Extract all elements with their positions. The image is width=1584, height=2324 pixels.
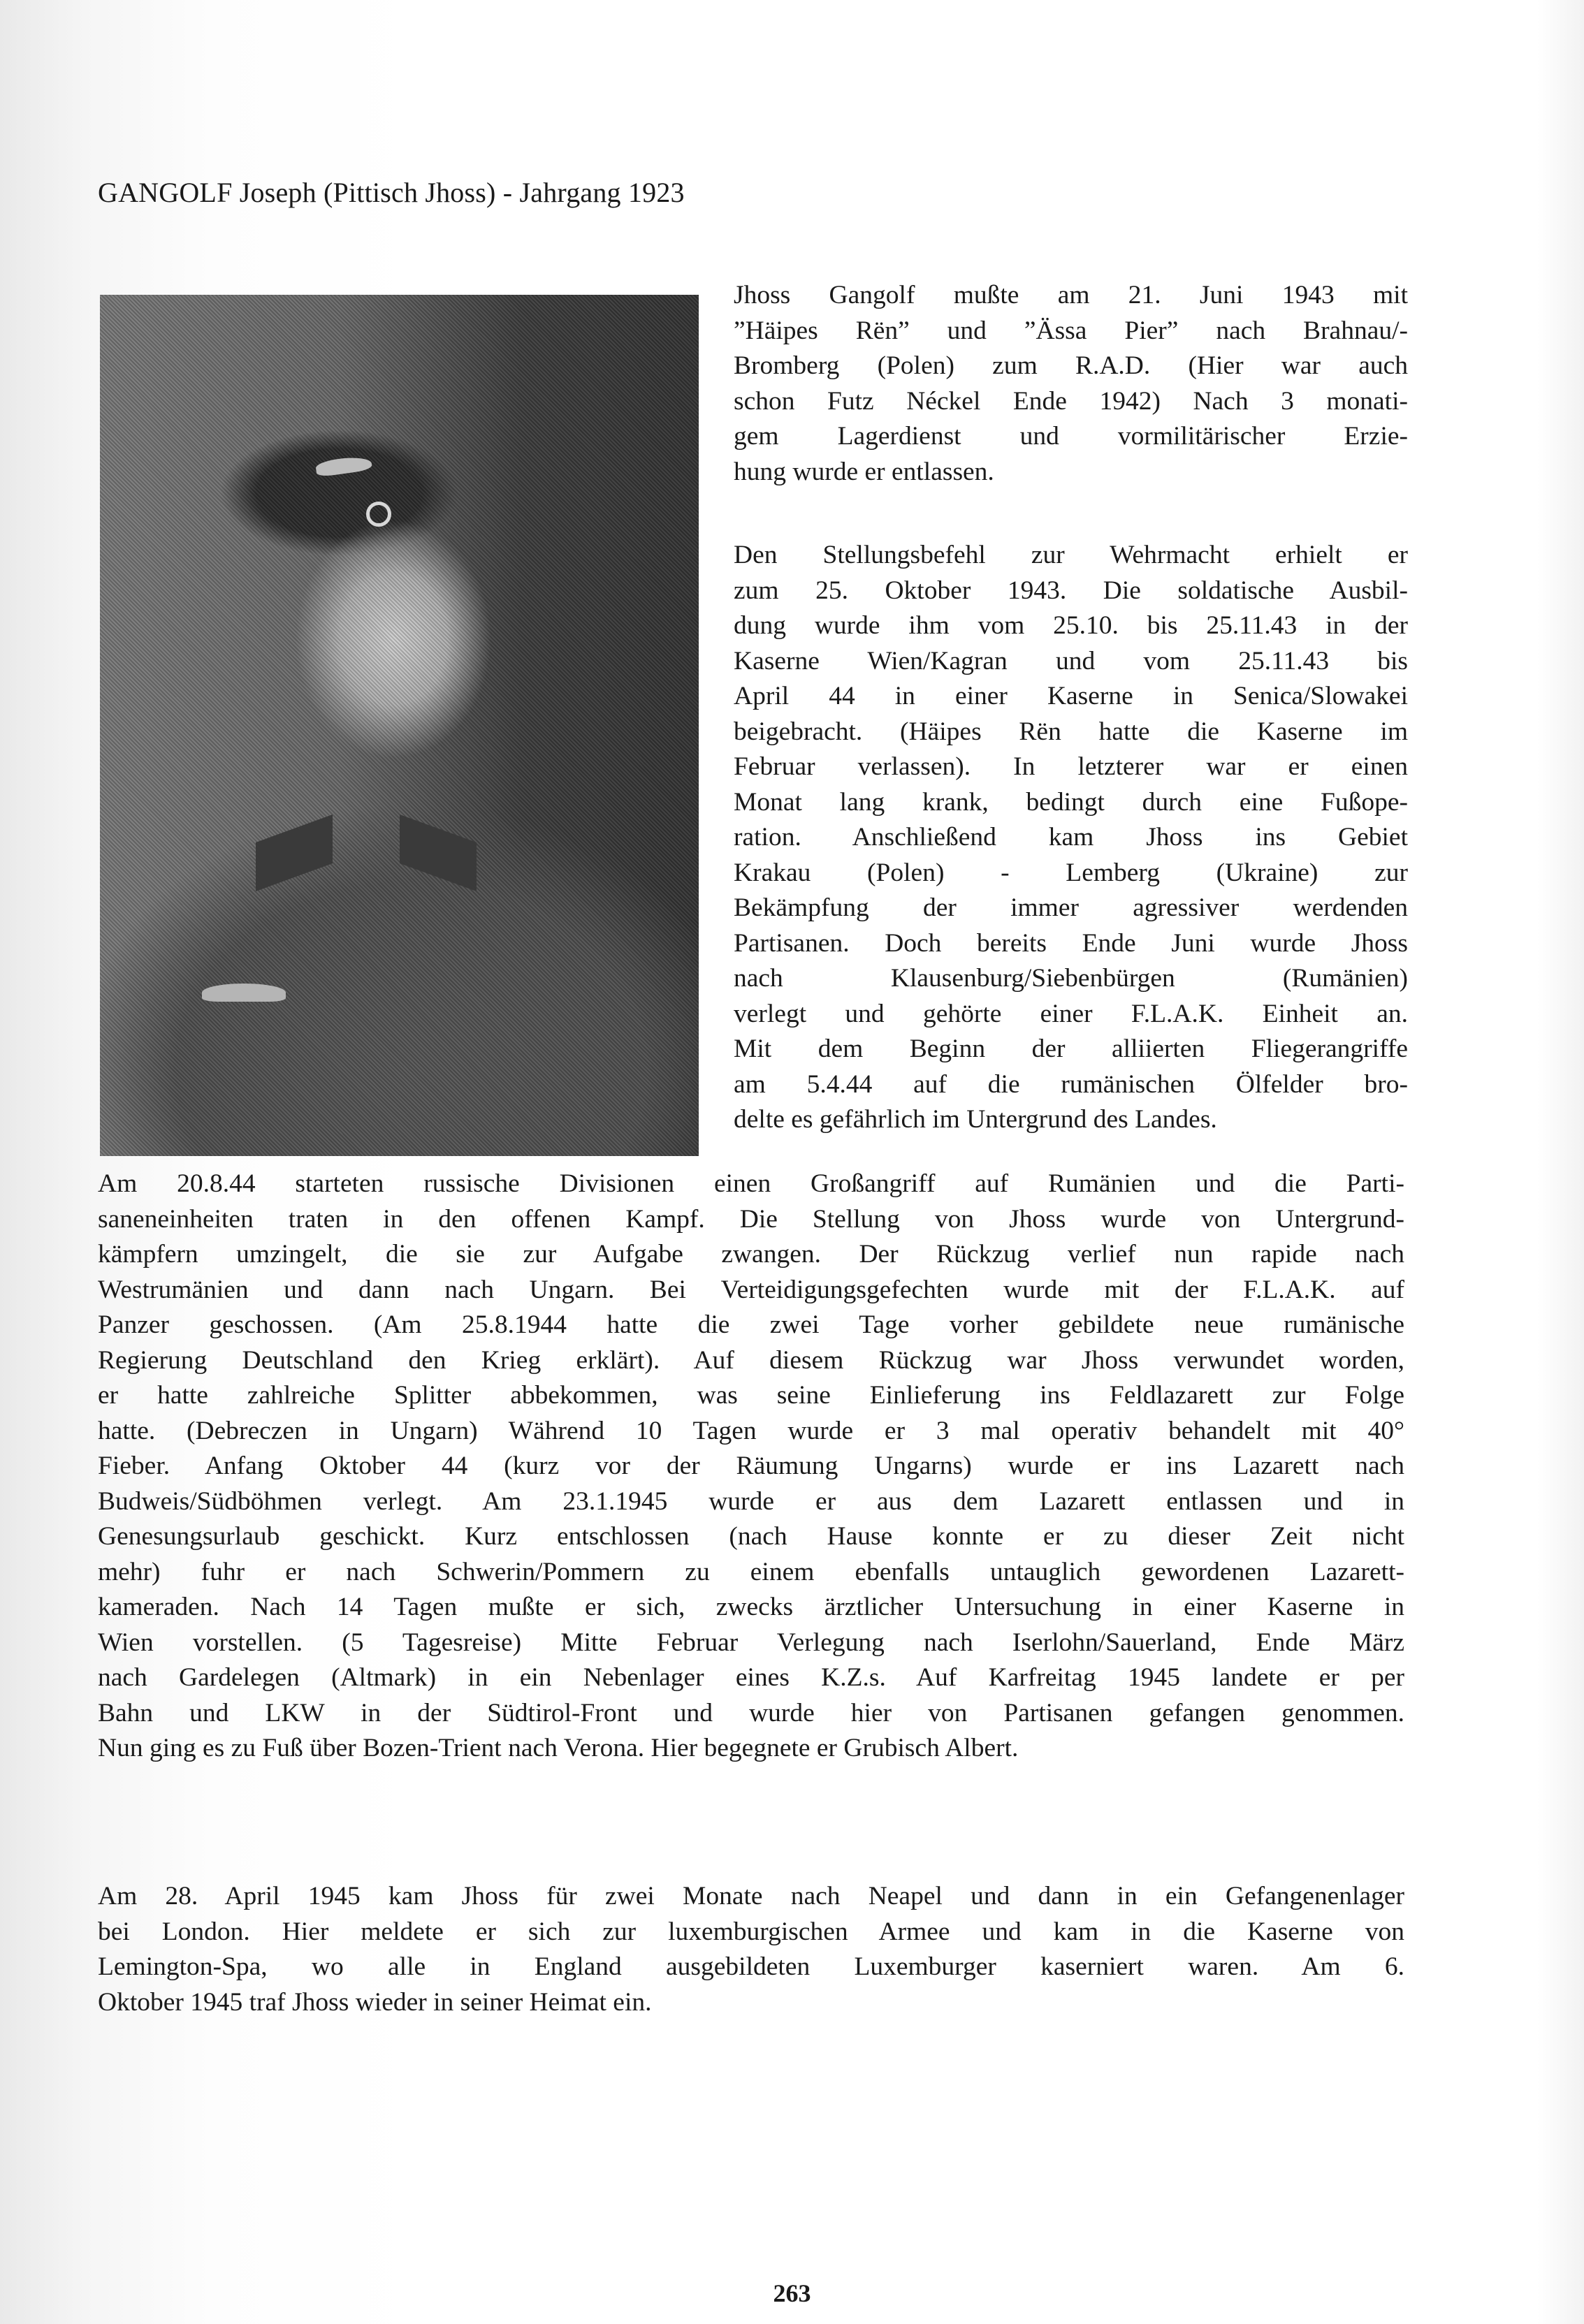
text-line: Wien vorstellen. (5 Tagesreise) Mitte Februar Verlegung nach Iserlohn/Sauerland, Ende März (98, 1628, 1404, 1657)
text-line: gem Lagerdienst und vormilitärischer Erzie- (734, 422, 1408, 451)
text-line: kämpfern umzingelt, die sie zur Aufgabe zwangen. Der Rückzug verlief nun rapide nach (98, 1240, 1404, 1269)
text-line: Am 20.8.44 starteten russische Divisionen einen Großangriff auf Rumänien und die Parti- (98, 1169, 1404, 1198)
text-line: beigebracht. (Häipes Rën hatte die Kaserne im (734, 717, 1408, 746)
collar-right (400, 814, 477, 891)
text-line: Oktober 1945 traf Jhoss wieder in seiner Heimat ein. (98, 1987, 652, 2017)
text-line: Partisanen. Doch bereits Ende Juni wurde Jhoss (734, 928, 1408, 958)
paragraph-wehrmacht (734, 538, 1408, 1138)
text-line: Den Stellungsbefehl zur Wehrmacht erhielt er (734, 541, 1408, 569)
text-line: hatte. (Debreczen in Ungarn) Während 10 Tagen wurde er 3 mal operativ behandelt mit 40° (98, 1416, 1404, 1445)
text-line: delte es gefährlich im Untergrund des Landes. (734, 1105, 1217, 1134)
text-line: Budweis/Südböhmen verlegt. Am 23.1.1945 wurde er aus dem Lazarett entlassen und in (98, 1486, 1404, 1516)
text-line: Bahn und LKW in der Südtirol-Front und wurde hier von Partisanen gefangen genommen. (98, 1698, 1404, 1727)
text-line: Am 28. April 1945 kam Jhoss für zwei Monate nach Neapel und dann in ein Gefangenenlager (98, 1882, 1404, 1910)
text-line: April 44 in einer Kaserne in Senica/Slowakei (734, 682, 1408, 710)
text-line: Genesungsurlaub geschickt. Kurz entschlossen (nach Hause konnte er zu dieser Zeit nicht (98, 1522, 1404, 1551)
soldier-portrait-photo (100, 295, 699, 1156)
text-line: Mit dem Beginn der alliierten Fliegerangriffe (734, 1035, 1408, 1063)
text-line: am 5.4.44 auf die rumänischen Ölfelder bro- (734, 1069, 1408, 1099)
chest-eagle-insignia (202, 984, 286, 1002)
text-line: Regierung Deutschland den Krieg erklärt). Auf diesem Rückzug war Jhoss verwundet worden, (98, 1345, 1404, 1375)
text-line: Bekämpfung der immer agressiver werdenden (734, 893, 1408, 922)
text-line: Panzer geschossen. (Am 25.8.1944 hatte die zwei Tage vorher gebildete neue rumänische (98, 1310, 1404, 1339)
page-title: GANGOLF Joseph (Pittisch Jhoss) - Jahrgang 1923 (98, 177, 685, 208)
text-line: dung wurde ihm vom 25.10. bis 25.11.43 in der (734, 611, 1408, 640)
text-line: bei London. Hier meldete er sich zur luxemburgischen Armee und kam in die Kaserne von (98, 1917, 1404, 1946)
cap-cockade (366, 502, 391, 527)
text-line: Lemington-Spa, wo alle in England ausgebildeten Luxemburger kaserniert waren. Am 6. (98, 1952, 1404, 1981)
text-line: kameraden. Nach 14 Tagen mußte er sich, zwecks ärztlicher Untersuchung in einer Kaserne in (98, 1593, 1404, 1621)
text-line: Westrumänien und dann nach Ungarn. Bei Verteidigungsgefechten wurde mit der F.L.A.K. auf (98, 1275, 1404, 1304)
text-line: Jhoss Gangolf mußte am 21. Juni 1943 mit (734, 281, 1408, 309)
text-line: Fieber. Anfang Oktober 44 (kurz vor der Räumung Ungarns) wurde er ins Lazarett nach (98, 1452, 1404, 1480)
collar-left (256, 814, 333, 891)
paragraph-retreat (98, 1167, 1404, 1767)
text-line: Bromberg (Polen) zum R.A.D. (Hier war auch (734, 351, 1408, 380)
cap-eagle-insignia (314, 455, 372, 478)
page-number: 263 (773, 2279, 811, 2307)
text-line: nach Gardelegen (Altmark) in ein Nebenlager eines K.Z.s. Auf Karfreitag 1945 landete er per (98, 1663, 1404, 1692)
text-line: nach Klausenburg/Siebenbürgen (Rumänien) (734, 964, 1408, 993)
text-line: Nun ging es zu Fuß über Bozen-Trient nach Verona. Hier begegnete er Grubisch Albert. (98, 1734, 1019, 1762)
text-line: ”Häipes Rën” und ”Ässa Pier” nach Brahnau/- (734, 316, 1408, 345)
text-line: mehr) fuhr er nach Schwerin/Pommern zu einem ebenfalls untauglich gewordenen Lazarett- (98, 1557, 1404, 1586)
paragraph-return-home (98, 1879, 1404, 2020)
text-line: schon Futz Néckel Ende 1942) Nach 3 monati- (734, 386, 1408, 416)
paragraph-rad-service (734, 278, 1408, 490)
text-line: Februar verlassen). In letzterer war er einen (734, 752, 1408, 781)
text-line: verlegt und gehörte einer F.L.A.K. Einheit an. (734, 999, 1408, 1028)
text-line: Monat lang krank, bedingt durch eine Fußope- (734, 787, 1408, 817)
text-line: ration. Anschließend kam Jhoss ins Gebiet (734, 823, 1408, 852)
text-line: Kaserne Wien/Kagran und vom 25.11.43 bis (734, 646, 1408, 675)
text-line: Krakau (Polen) - Lemberg (Ukraine) zur (734, 858, 1408, 887)
text-line: zum 25. Oktober 1943. Die soldatische Ausbil- (734, 576, 1408, 605)
text-line: hung wurde er entlassen. (734, 457, 994, 486)
text-line: saneneinheiten traten in den offenen Kampf. Die Stellung von Jhoss wurde von Untergrund- (98, 1204, 1404, 1234)
text-line: er hatte zahlreiche Splitter abbekommen, was seine Einlieferung ins Feldlazarett zur Folge (98, 1381, 1404, 1410)
